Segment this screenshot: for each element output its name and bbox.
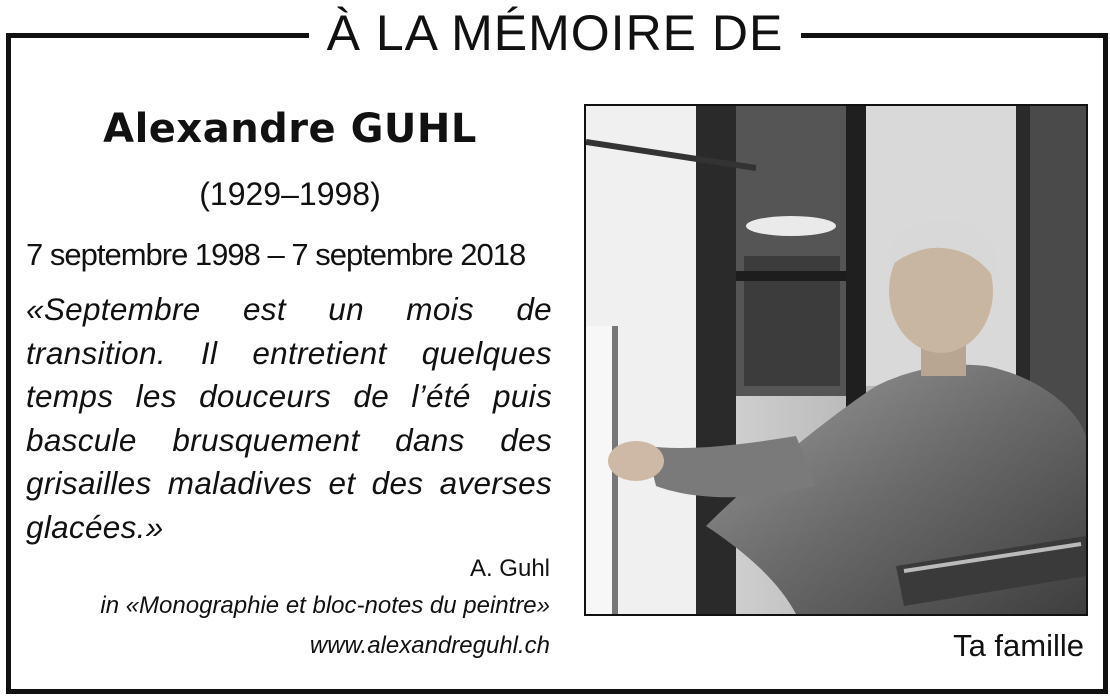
painter-photo-illustration	[586, 106, 1086, 614]
header	[0, 2, 1110, 64]
website-link[interactable]: www.alexandreguhl.ch	[309, 632, 550, 659]
quote-author: A. Guhl	[469, 555, 550, 582]
portrait-photo	[584, 104, 1088, 616]
header-title: À LA MÉMOIRE DE	[309, 2, 802, 64]
family-signature: Ta famille	[953, 628, 1084, 663]
quote-text: «Septembre est un mois de transition. Il entretient quelques temps les douceurs de l’été puis bascule brusquement dans des grisailles maladives et des averses glacées.»	[26, 291, 552, 545]
anniversary-dates: 7 septembre 1998 – 7 septembre 2018	[26, 237, 526, 272]
quote-source: in «Monographie et bloc-notes du peintre»	[100, 592, 550, 619]
deceased-name: Alexandre GUHL	[103, 106, 477, 152]
life-years: (1929–1998)	[199, 176, 381, 212]
